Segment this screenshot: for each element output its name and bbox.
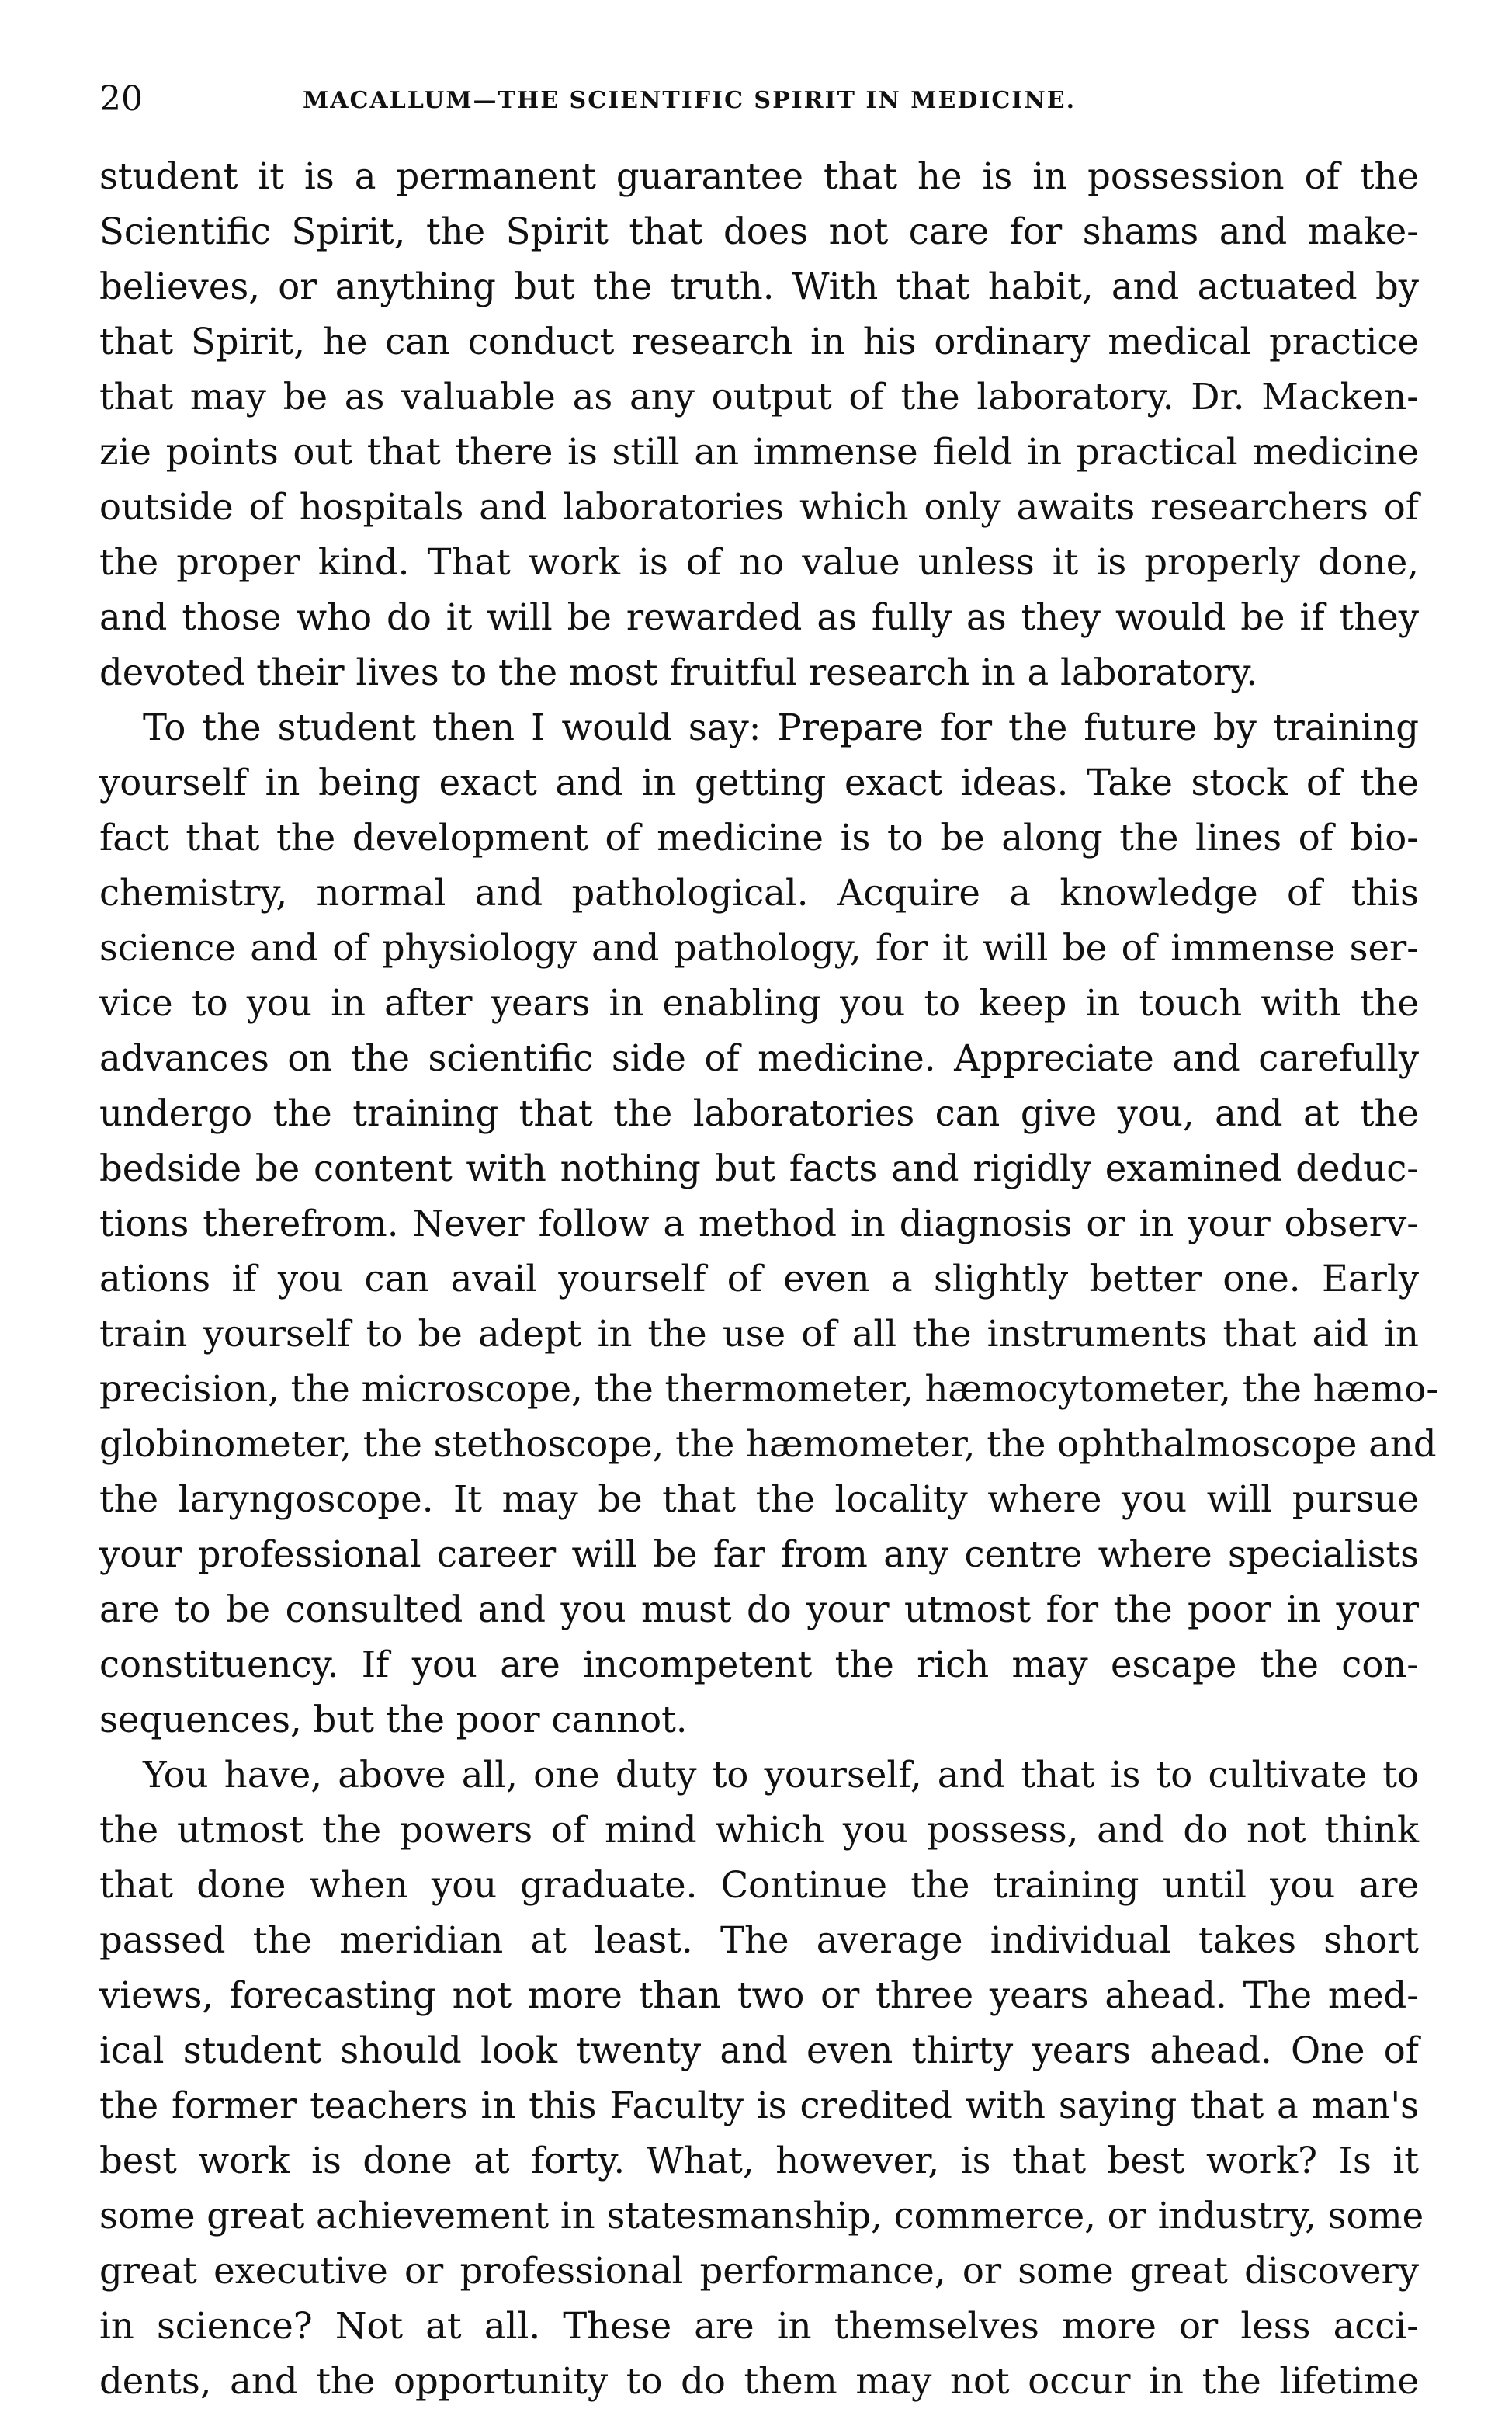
text-line: the former teachers in this Faculty is credited with saying that a man's bbox=[99, 2084, 1419, 2126]
text-line: devoted their lives to the most fruitful research in a laboratory. bbox=[99, 651, 1258, 693]
text-line: the proper kind. That work is of no value unless it is properly done, bbox=[99, 541, 1419, 583]
text-line: best work is done at forty. What, however, is that best work? Is it bbox=[99, 2140, 1419, 2182]
text-line: your professional career will be far from any centre where specialists bbox=[99, 1533, 1419, 1575]
text-line: are to be consulted and you must do your utmost for the poor in your bbox=[99, 1588, 1419, 1630]
text-line: student it is a permanent guarantee that he is in possession of the bbox=[99, 155, 1419, 197]
running-title: MACALLUM—THE SCIENTIFIC SPIRIT IN MEDICINE. bbox=[303, 87, 1077, 114]
text-line: Scientific Spirit, the Spirit that does not care for shams and make- bbox=[99, 210, 1419, 252]
text-line: believes, or anything but the truth. With that habit, and actuated by bbox=[99, 266, 1419, 307]
body-text bbox=[99, 149, 1439, 2409]
text-line: fact that the development of medicine is to be along the lines of bio- bbox=[99, 817, 1419, 859]
paragraph-1 bbox=[99, 149, 1419, 700]
text-line: outside of hospitals and laboratories which only awaits researchers of bbox=[99, 486, 1419, 528]
text-line: ical student should look twenty and even thirty years ahead. One of bbox=[99, 2029, 1419, 2071]
running-head bbox=[99, 76, 1419, 123]
text-line: precision, the microscope, the thermometer, hæmocytometer, the hæmo- bbox=[99, 1368, 1439, 1410]
page-number: 20 bbox=[99, 79, 143, 119]
text-line: globinometer, the stethoscope, the hæmometer, the ophthalmoscope and bbox=[99, 1423, 1437, 1465]
text-line: sequences, but the poor cannot. bbox=[99, 1699, 688, 1741]
text-line: that done when you graduate. Continue the training until you are bbox=[99, 1864, 1419, 1906]
text-line: constituency. If you are incompetent the rich may escape the con- bbox=[99, 1644, 1419, 1685]
text-line: ations if you can avail yourself of even a slightly better one. Early bbox=[99, 1258, 1419, 1300]
text-line: train yourself to be adept in the use of all the instruments that aid in bbox=[99, 1313, 1419, 1355]
text-line: advances on the scientific side of medicine. Appreciate and carefully bbox=[99, 1037, 1419, 1079]
text-line: science and of physiology and pathology, for it will be of immense ser- bbox=[99, 927, 1419, 969]
text-line: that Spirit, he can conduct research in his ordinary medical practice bbox=[99, 321, 1419, 363]
text-line: bedside be content with nothing but facts and rigidly examined deduc- bbox=[99, 1147, 1419, 1189]
text-line: some great achievement in statesmanship, commerce, or industry, some bbox=[99, 2195, 1424, 2237]
text-line: that may be as valuable as any output of the laboratory. Dr. Macken- bbox=[99, 376, 1419, 418]
text-line: in science? Not at all. These are in themselves more or less acci- bbox=[99, 2305, 1419, 2347]
paragraph-3 bbox=[99, 1748, 1424, 2409]
text-line: vice to you in after years in enabling you to keep in touch with the bbox=[99, 982, 1419, 1024]
paragraph-2 bbox=[99, 700, 1439, 1748]
text-line: great executive or professional performance, or some great discovery bbox=[99, 2250, 1419, 2292]
text-line: and those who do it will be rewarded as fully as they would be if they bbox=[99, 596, 1419, 638]
text-line: zie points out that there is still an immense field in practical medicine bbox=[99, 431, 1419, 473]
text-line: undergo the training that the laboratories can give you, and at the bbox=[99, 1092, 1419, 1134]
text-line: the utmost the powers of mind which you possess, and do not think bbox=[99, 1809, 1419, 1851]
text-line: views, forecasting not more than two or three years ahead. The med- bbox=[99, 1974, 1419, 2016]
text-line: To the student then I would say: Prepare for the future by training bbox=[143, 706, 1419, 748]
text-line: dents, and the opportunity to do them may not occur in the lifetime bbox=[99, 2360, 1419, 2402]
text-line: chemistry, normal and pathological. Acquire a knowledge of this bbox=[99, 872, 1419, 914]
text-line: You have, above all, one duty to yourself, and that is to cultivate to bbox=[143, 1754, 1419, 1796]
text-line: tions therefrom. Never follow a method in diagnosis or in your observ- bbox=[99, 1203, 1419, 1244]
text-line: yourself in being exact and in getting exact ideas. Take stock of the bbox=[99, 762, 1419, 804]
text-line: the laryngoscope. It may be that the locality where you will pursue bbox=[99, 1478, 1419, 1520]
text-line: passed the meridian at least. The average individual takes short bbox=[99, 1919, 1419, 1961]
